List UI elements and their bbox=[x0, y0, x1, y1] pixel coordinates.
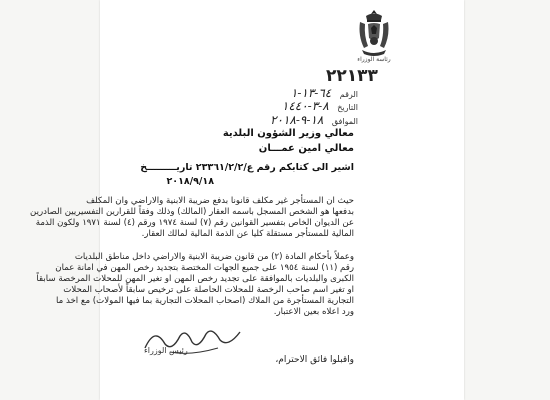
meta-corresponding-label: الموافق bbox=[331, 117, 358, 126]
meta-date-row bbox=[282, 99, 358, 113]
meta-corresponding-row bbox=[270, 113, 358, 127]
meta-date-value: ٨-٣-١٤٤٠ bbox=[281, 99, 329, 113]
recipient-line-2: معالي امين عمـــان bbox=[258, 143, 354, 154]
meta-date-label: التاريخ bbox=[337, 103, 358, 112]
meta-number-value: ٦٤-١٣-١ bbox=[290, 86, 332, 100]
paragraph-1-line: عن الديوان الخاص بتفسير القوانين رقم (٧) لسنة ١٩٧٤ ورقم (٤) لسنة ١٩٧١ ولكون الذمة bbox=[35, 218, 354, 228]
reference-line: اشير الى كتابكم رقم ع/٢٣٣٦١/٢/٢ تاريـــــــــخ bbox=[140, 162, 354, 173]
handwritten-reference-number: ٢٢١٣٣ bbox=[326, 66, 378, 86]
paragraph-2-line: او تغير اسم صاحب الرخصة للمحلات الحاصلة على ترخيص سابقاً لأصحاب المحلات bbox=[63, 285, 354, 295]
signature-title: رئيس الوزراء bbox=[144, 346, 188, 355]
closing-line: واقبلوا فائق الاحترام، bbox=[275, 355, 354, 365]
letter-page bbox=[30, 0, 464, 400]
paragraph-2-line: الكبرى والبلديات بالموافقة على تجديد رخص المهن او تغير المهن للمحلات المرخصة سابقاً bbox=[36, 274, 354, 284]
meta-number-row bbox=[291, 86, 358, 100]
letterhead-caption: رئاسة الوزراء bbox=[357, 56, 391, 63]
recipient-line-1: معالي وزير الشؤون البلدية bbox=[222, 128, 354, 139]
paragraph-2-line: ورد اعلاه بعين الاعتبار. bbox=[273, 307, 354, 317]
meta-number-label: الرقم bbox=[339, 90, 358, 99]
jordan-crest-icon bbox=[354, 8, 394, 60]
paragraph-2-line: التجارية المستأجرة من الملاك (اصحاب المحلات التجارية بما فيها المولات) مع اخذ ما bbox=[55, 296, 354, 306]
paragraph-2-line: رقم (١١) لسنة ١٩٥٤ على جميع الجهات المختصة بتجديد رخص المهن في امانة عمان bbox=[55, 263, 354, 273]
paragraph-1-line: حيث ان المستأجر غير مكلف قانونا بدفع ضريبة الابنية والاراضي وان المكلف bbox=[86, 196, 354, 206]
reference-date: ٢٠١٨/٩/١٨ bbox=[166, 176, 214, 187]
paragraph-2-line: وعملاً بأحكام المادة (٢) من قانون ضريبة الابنية والاراضي داخل مناطق البلديات bbox=[74, 252, 354, 262]
meta-corresponding-value: ١٨-٩-٢٠١٨ bbox=[270, 113, 324, 127]
paragraph-1-line: بدفعها هو الشخص المسجل باسمه العقار (المالك) وذلك وفقاً للقرارين التفسيريين الصادرين bbox=[30, 207, 354, 217]
paragraph-1-line: المالية للمستأجر مستقلة كليا عن الذمة المالية لمالك العقار. bbox=[141, 229, 354, 239]
